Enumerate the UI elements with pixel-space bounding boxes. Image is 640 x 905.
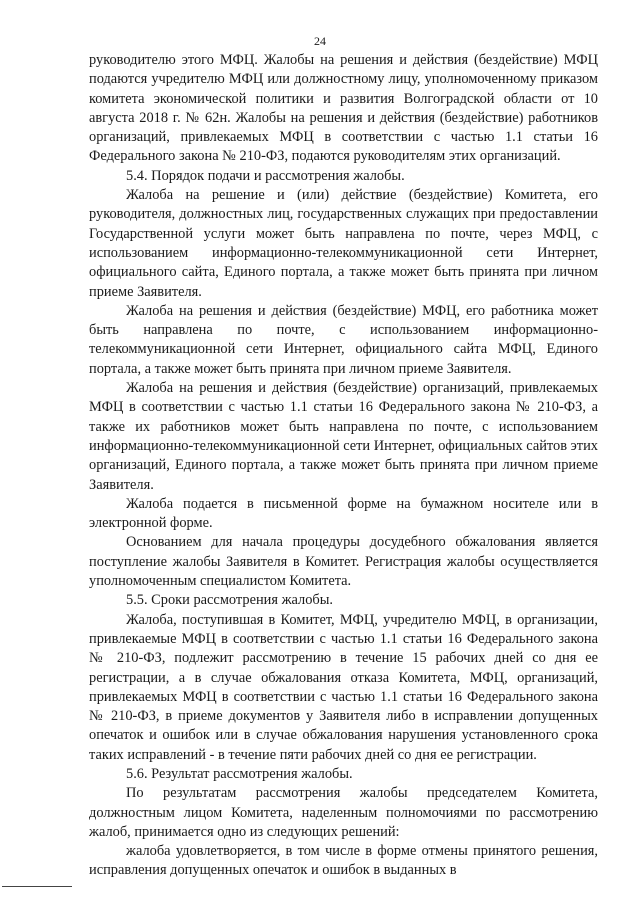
paragraph-procedure-basis: Основанием для начала процедуры досудебного обжалования является поступление жалобы Заявителя в Комитет. Регистрация жалобы осуществляется уполномоченным специалистом Комитета.: [89, 534, 598, 590]
paragraph-complaint-mfc: Жалоба на решения и действия (бездействие) МФЦ, его работника может быть направлена по почте, с использованием информационно-телекоммуникационной сети Интернет, официального сайта МФЦ, Единого портала, а также может быть принята при личном приеме Заявителя.: [89, 302, 598, 377]
paragraph-complaint-committee: Жалоба на решение и (или) действие (бездействие) Комитета, его руководителя, должностных лиц, государственных служащих при предоставлении Государственной услуги может быть направлена по почте, через МФЦ, с использованием информационно-телекоммуникационной сети Интернет, официального сайта, Единого портала, а также может быть принята при личном приеме Заявителя.: [89, 187, 598, 300]
page-number: 24: [314, 34, 326, 48]
document-body: [89, 51, 598, 881]
paragraph-complaint-form: Жалоба подается в письменной форме на бумажном носителе или в электронной форме.: [89, 495, 598, 532]
paragraph-complaint-organizations: Жалоба на решения и действия (бездействие) организаций, привлекаемых МФЦ в соответствии с частью 1.1 статьи 16 Федерального закона № 210-ФЗ, а также их работников может быть направлена по почте, с использованием информационно-телекоммуникационной сети Интернет, официальных сайтов этих организаций, Единого портала, а также может быть принята при личном приеме Заявителя.: [89, 380, 598, 493]
paragraph-review-terms: Жалоба, поступившая в Комитет, МФЦ, учредителю МФЦ, в организации, привлекаемые МФЦ в соответствии с частью 1.1 статьи 16 Федерального закона № 210-ФЗ, подлежит рассмотрению в течение 15 рабочих дней со дня ее регистрации, а в случае обжалования отказа Комитета, МФЦ, организаций, привлекаемых МФЦ в соответствии с частью 1.1 статьи 16 Федерального закона № 210-ФЗ, в приеме документов у Заявителя либо в исправлении допущенных опечаток и ошибок или в случае обжалования нарушения установленного срока таких исправлений - в течение пяти рабочих дней со дня ее регистрации.: [89, 611, 598, 763]
paragraph-complaint-satisfied: жалоба удовлетворяется, в том числе в форме отмены принятого решения, исправления допущенных опечаток и ошибок в выданных в: [89, 843, 598, 879]
paragraph-review-result: По результатам рассмотрения жалобы председателем Комитета, должностным лицом Комитета, наделенным полномочиями по рассмотрению жалоб, принимается одно из следующих решений:: [89, 785, 598, 840]
paragraph-continuation: руководителю этого МФЦ. Жалобы на решения и действия (бездействие) МФЦ подаются учредителю МФЦ или должностному лицу, уполномоченному приказом комитета экономической политики и развития Волгоградской области от 10 августа 2018 г. № 62н. Жалобы на решения и действия (бездействие) работников организаций, привлекаемых МФЦ в соответствии с частью 1.1 статьи 16 Федерального закона № 210-ФЗ, подаются руководителям этих организаций.: [89, 52, 598, 165]
footnote-divider: [2, 886, 72, 887]
section-heading-5-5: 5.5. Сроки рассмотрения жалобы.: [126, 592, 334, 609]
section-heading-5-6: 5.6. Результат рассмотрения жалобы.: [126, 765, 353, 782]
section-heading-5-4: 5.4. Порядок подачи и рассмотрения жалобы.: [126, 167, 405, 184]
